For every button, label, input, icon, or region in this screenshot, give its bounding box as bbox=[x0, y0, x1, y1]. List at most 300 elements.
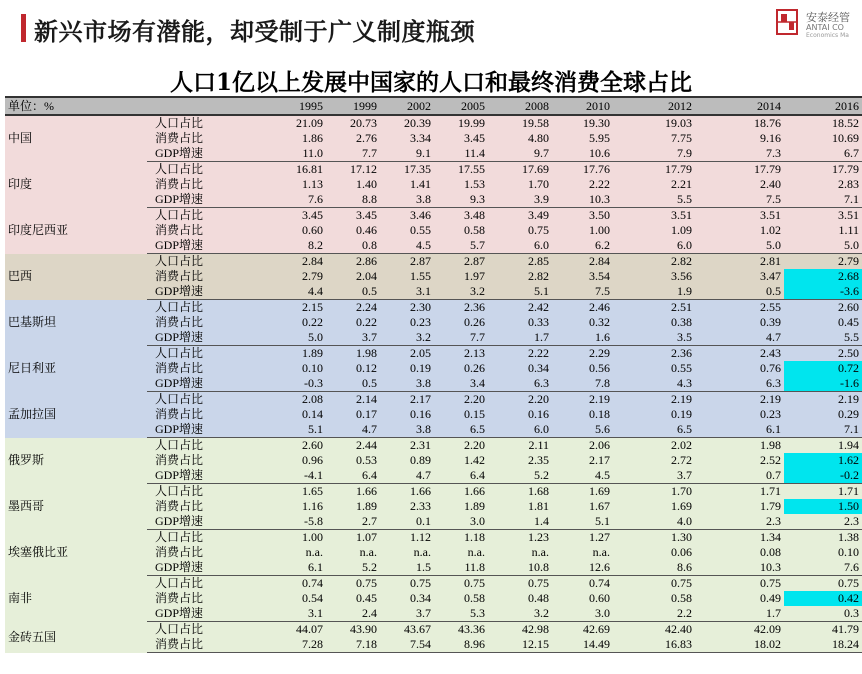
year-header: 2005 bbox=[434, 97, 488, 115]
value-cell: 1.42 bbox=[434, 453, 488, 468]
value-cell: 17.35 bbox=[380, 162, 434, 178]
value-cell: n.a. bbox=[223, 545, 326, 560]
metric-label: GDP增速 bbox=[147, 422, 223, 438]
value-cell: 0.17 bbox=[326, 407, 380, 422]
value-cell: 1.41 bbox=[380, 177, 434, 192]
value-cell: 5.6 bbox=[552, 422, 613, 438]
value-cell: 3.9 bbox=[488, 192, 552, 208]
table-row bbox=[5, 300, 862, 316]
value-cell: 2.4 bbox=[326, 606, 380, 622]
value-cell: 3.49 bbox=[488, 208, 552, 224]
value-cell: n.a. bbox=[552, 545, 613, 560]
value-cell: 17.79 bbox=[613, 162, 695, 178]
value-cell: 4.80 bbox=[488, 131, 552, 146]
value-cell: 2.33 bbox=[380, 499, 434, 514]
metric-label: 人口占比 bbox=[147, 208, 223, 224]
value-cell: 0.75 bbox=[784, 576, 862, 592]
value-cell: 20.39 bbox=[380, 115, 434, 131]
value-cell: 0.22 bbox=[223, 315, 326, 330]
metric-label: 人口占比 bbox=[147, 438, 223, 454]
value-cell: 2.35 bbox=[488, 453, 552, 468]
acem-logo-icon bbox=[776, 9, 798, 35]
value-cell: 43.36 bbox=[434, 622, 488, 638]
title-accent-bar bbox=[21, 14, 26, 42]
value-cell: 12.6 bbox=[552, 560, 613, 576]
value-cell: 1.66 bbox=[380, 484, 434, 500]
value-cell: 3.5 bbox=[613, 330, 695, 346]
value-cell: 2.2 bbox=[613, 606, 695, 622]
unit-label: 单位：% bbox=[5, 97, 223, 115]
value-cell: 0.76 bbox=[695, 361, 784, 376]
value-cell: 1.79 bbox=[695, 499, 784, 514]
metric-label: GDP增速 bbox=[147, 468, 223, 484]
value-cell: 2.52 bbox=[695, 453, 784, 468]
value-cell: 18.52 bbox=[784, 115, 862, 131]
value-cell: 3.34 bbox=[380, 131, 434, 146]
value-cell: 12.15 bbox=[488, 637, 552, 653]
value-cell: 2.85 bbox=[488, 254, 552, 270]
value-cell: 5.0 bbox=[784, 238, 862, 254]
value-cell: 0.14 bbox=[223, 407, 326, 422]
value-cell: 0.08 bbox=[695, 545, 784, 560]
value-cell: 2.20 bbox=[434, 438, 488, 454]
value-cell: 8.96 bbox=[434, 637, 488, 653]
metric-label: GDP增速 bbox=[147, 238, 223, 254]
value-cell: 1.38 bbox=[784, 530, 862, 546]
value-cell: 17.79 bbox=[784, 162, 862, 178]
year-header: 2002 bbox=[380, 97, 434, 115]
value-cell: 2.20 bbox=[488, 392, 552, 408]
value-cell: 7.75 bbox=[613, 131, 695, 146]
value-cell: 6.2 bbox=[552, 238, 613, 254]
value-cell: 1.97 bbox=[434, 269, 488, 284]
value-cell: 7.1 bbox=[784, 422, 862, 438]
value-cell: 7.7 bbox=[326, 146, 380, 162]
value-cell: 0.75 bbox=[695, 576, 784, 592]
share-table bbox=[5, 96, 862, 653]
table-body bbox=[5, 115, 862, 653]
value-cell: 19.58 bbox=[488, 115, 552, 131]
value-cell: 19.03 bbox=[613, 115, 695, 131]
value-cell: 6.1 bbox=[223, 560, 326, 576]
value-cell: 2.84 bbox=[223, 254, 326, 270]
table-row bbox=[5, 576, 862, 592]
metric-label: 人口占比 bbox=[147, 346, 223, 362]
value-cell: 2.3 bbox=[695, 514, 784, 530]
metric-label: 人口占比 bbox=[147, 576, 223, 592]
value-cell: 3.51 bbox=[613, 208, 695, 224]
value-cell: 2.50 bbox=[784, 346, 862, 362]
value-cell: 0.75 bbox=[613, 576, 695, 592]
value-cell: 0.75 bbox=[488, 576, 552, 592]
value-cell: 6.4 bbox=[326, 468, 380, 484]
table-row bbox=[5, 530, 862, 546]
value-cell: 0.45 bbox=[326, 591, 380, 606]
value-cell: 2.86 bbox=[326, 254, 380, 270]
value-cell: 6.0 bbox=[488, 422, 552, 438]
value-cell: 0.96 bbox=[223, 453, 326, 468]
value-cell: 8.6 bbox=[613, 560, 695, 576]
value-cell: 42.69 bbox=[552, 622, 613, 638]
country-label: 巴西 bbox=[5, 254, 147, 300]
metric-label: 消费占比 bbox=[147, 407, 223, 422]
value-cell: 6.4 bbox=[434, 468, 488, 484]
value-cell: 10.69 bbox=[784, 131, 862, 146]
value-cell: 2.68 bbox=[784, 269, 862, 284]
year-header: 2012 bbox=[613, 97, 695, 115]
metric-label: 人口占比 bbox=[147, 622, 223, 638]
value-cell: 1.16 bbox=[223, 499, 326, 514]
value-cell: 0.5 bbox=[326, 376, 380, 392]
value-cell: 41.79 bbox=[784, 622, 862, 638]
value-cell: 0.16 bbox=[488, 407, 552, 422]
value-cell: 3.51 bbox=[695, 208, 784, 224]
value-cell: 5.3 bbox=[434, 606, 488, 622]
value-cell: 0.74 bbox=[552, 576, 613, 592]
value-cell: 2.22 bbox=[552, 177, 613, 192]
value-cell: 2.36 bbox=[434, 300, 488, 316]
acem-logo bbox=[776, 9, 862, 41]
metric-label: 消费占比 bbox=[147, 453, 223, 468]
value-cell: 2.87 bbox=[434, 254, 488, 270]
value-cell: 0.48 bbox=[488, 591, 552, 606]
value-cell: 10.8 bbox=[488, 560, 552, 576]
value-cell: 42.98 bbox=[488, 622, 552, 638]
value-cell: 5.0 bbox=[223, 330, 326, 346]
value-cell: 3.7 bbox=[326, 330, 380, 346]
value-cell: 1.98 bbox=[695, 438, 784, 454]
country-label: 埃塞俄比亚 bbox=[5, 530, 147, 576]
value-cell: 2.79 bbox=[784, 254, 862, 270]
value-cell: 11.8 bbox=[434, 560, 488, 576]
value-cell: 8.8 bbox=[326, 192, 380, 208]
value-cell: -0.3 bbox=[223, 376, 326, 392]
value-cell: 19.99 bbox=[434, 115, 488, 131]
value-cell: 1.66 bbox=[434, 484, 488, 500]
value-cell: 1.67 bbox=[552, 499, 613, 514]
table-row bbox=[5, 392, 862, 408]
value-cell: 0.06 bbox=[613, 545, 695, 560]
value-cell: 0.75 bbox=[326, 576, 380, 592]
value-cell: 3.2 bbox=[434, 284, 488, 300]
value-cell: 17.76 bbox=[552, 162, 613, 178]
metric-label: 人口占比 bbox=[147, 484, 223, 500]
value-cell: 3.1 bbox=[223, 606, 326, 622]
metric-label: GDP增速 bbox=[147, 192, 223, 208]
metric-label: 人口占比 bbox=[147, 254, 223, 270]
metric-label: 人口占比 bbox=[147, 300, 223, 316]
value-cell: 9.1 bbox=[380, 146, 434, 162]
value-cell: 2.55 bbox=[695, 300, 784, 316]
table-row bbox=[5, 346, 862, 362]
table-row bbox=[5, 438, 862, 454]
value-cell: 1.69 bbox=[613, 499, 695, 514]
value-cell: 9.16 bbox=[695, 131, 784, 146]
value-cell: 0.10 bbox=[784, 545, 862, 560]
value-cell: 0.75 bbox=[380, 576, 434, 592]
value-cell: 4.5 bbox=[552, 468, 613, 484]
metric-label: 消费占比 bbox=[147, 269, 223, 284]
table-title: 人口1亿以上发展中国家的人口和最终消费全球占比 bbox=[169, 69, 692, 96]
metric-label: 人口占比 bbox=[147, 530, 223, 546]
value-cell: 6.1 bbox=[695, 422, 784, 438]
value-cell: 2.31 bbox=[380, 438, 434, 454]
value-cell: 1.5 bbox=[380, 560, 434, 576]
value-cell: 1.4 bbox=[488, 514, 552, 530]
value-cell: 2.19 bbox=[784, 392, 862, 408]
value-cell: 1.70 bbox=[613, 484, 695, 500]
value-cell: 1.62 bbox=[784, 453, 862, 468]
value-cell: 3.45 bbox=[434, 131, 488, 146]
value-cell: 1.40 bbox=[326, 177, 380, 192]
value-cell: 1.81 bbox=[488, 499, 552, 514]
slide-header bbox=[0, 0, 862, 60]
value-cell: 0.19 bbox=[613, 407, 695, 422]
value-cell: 17.69 bbox=[488, 162, 552, 178]
value-cell: 6.5 bbox=[434, 422, 488, 438]
value-cell: 1.02 bbox=[695, 223, 784, 238]
metric-label: GDP增速 bbox=[147, 560, 223, 576]
value-cell: 1.7 bbox=[488, 330, 552, 346]
value-cell: 0.32 bbox=[552, 315, 613, 330]
value-cell: 20.73 bbox=[326, 115, 380, 131]
value-cell: 17.55 bbox=[434, 162, 488, 178]
value-cell: 43.67 bbox=[380, 622, 434, 638]
value-cell: 0.58 bbox=[434, 223, 488, 238]
logo-english-text: ANTAI CO bbox=[806, 23, 844, 32]
value-cell: 6.3 bbox=[695, 376, 784, 392]
value-cell: 0.5 bbox=[695, 284, 784, 300]
slide-title: 新兴市场有潜能，却受制于广义制度瓶颈 bbox=[34, 18, 475, 46]
value-cell: 0.16 bbox=[380, 407, 434, 422]
value-cell: 2.19 bbox=[552, 392, 613, 408]
value-cell: 7.5 bbox=[695, 192, 784, 208]
value-cell: 2.17 bbox=[380, 392, 434, 408]
value-cell: 2.60 bbox=[223, 438, 326, 454]
value-cell: 21.09 bbox=[223, 115, 326, 131]
value-cell: 16.83 bbox=[613, 637, 695, 653]
year-header: 2008 bbox=[488, 97, 552, 115]
value-cell: 7.3 bbox=[695, 146, 784, 162]
value-cell: 3.7 bbox=[613, 468, 695, 484]
value-cell: 1.53 bbox=[434, 177, 488, 192]
value-cell: 7.18 bbox=[326, 637, 380, 653]
value-cell: 0.38 bbox=[613, 315, 695, 330]
country-label: 墨西哥 bbox=[5, 484, 147, 530]
value-cell: 2.84 bbox=[552, 254, 613, 270]
value-cell: -0.2 bbox=[784, 468, 862, 484]
value-cell: 3.50 bbox=[552, 208, 613, 224]
value-cell: 1.9 bbox=[613, 284, 695, 300]
value-cell: 1.12 bbox=[380, 530, 434, 546]
value-cell: 0.53 bbox=[326, 453, 380, 468]
value-cell: 0.12 bbox=[326, 361, 380, 376]
value-cell: 1.13 bbox=[223, 177, 326, 192]
value-cell: 1.98 bbox=[326, 346, 380, 362]
value-cell: 4.3 bbox=[613, 376, 695, 392]
value-cell: 2.05 bbox=[380, 346, 434, 362]
value-cell: 2.02 bbox=[613, 438, 695, 454]
logo-chinese-text: 安泰经管 bbox=[806, 11, 850, 24]
value-cell: 0.74 bbox=[223, 576, 326, 592]
value-cell: 0.5 bbox=[326, 284, 380, 300]
value-cell: 3.8 bbox=[380, 376, 434, 392]
value-cell: 3.8 bbox=[380, 422, 434, 438]
value-cell: -3.6 bbox=[784, 284, 862, 300]
logo-english-subtext: Economics Ma bbox=[806, 32, 849, 39]
value-cell: 11.0 bbox=[223, 146, 326, 162]
table-row bbox=[5, 622, 862, 638]
value-cell: 0.49 bbox=[695, 591, 784, 606]
value-cell: 10.6 bbox=[552, 146, 613, 162]
value-cell: 10.3 bbox=[552, 192, 613, 208]
value-cell: 3.47 bbox=[695, 269, 784, 284]
value-cell: 43.90 bbox=[326, 622, 380, 638]
value-cell: 0.55 bbox=[380, 223, 434, 238]
value-cell: 5.7 bbox=[434, 238, 488, 254]
metric-label: 消费占比 bbox=[147, 131, 223, 146]
value-cell: 3.45 bbox=[223, 208, 326, 224]
table-row bbox=[5, 162, 862, 178]
metric-label: 消费占比 bbox=[147, 637, 223, 653]
value-cell: 0.58 bbox=[613, 591, 695, 606]
value-cell: 6.0 bbox=[488, 238, 552, 254]
value-cell: 2.08 bbox=[223, 392, 326, 408]
value-cell: 2.19 bbox=[695, 392, 784, 408]
table-row bbox=[5, 484, 862, 500]
value-cell: 0.34 bbox=[380, 591, 434, 606]
value-cell: 17.79 bbox=[695, 162, 784, 178]
value-cell: 3.0 bbox=[434, 514, 488, 530]
value-cell: 0.42 bbox=[784, 591, 862, 606]
value-cell: 4.0 bbox=[613, 514, 695, 530]
value-cell: 0.7 bbox=[695, 468, 784, 484]
value-cell: 5.1 bbox=[552, 514, 613, 530]
value-cell: 0.89 bbox=[380, 453, 434, 468]
year-header: 2014 bbox=[695, 97, 784, 115]
value-cell: 4.7 bbox=[326, 422, 380, 438]
value-cell: 1.00 bbox=[223, 530, 326, 546]
value-cell: 2.15 bbox=[223, 300, 326, 316]
metric-label: GDP增速 bbox=[147, 330, 223, 346]
value-cell: 2.13 bbox=[434, 346, 488, 362]
value-cell: 18.76 bbox=[695, 115, 784, 131]
value-cell: 1.50 bbox=[784, 499, 862, 514]
value-cell: 0.26 bbox=[434, 361, 488, 376]
value-cell: 2.22 bbox=[488, 346, 552, 362]
value-cell: 3.54 bbox=[552, 269, 613, 284]
value-cell: 2.11 bbox=[488, 438, 552, 454]
metric-label: 消费占比 bbox=[147, 315, 223, 330]
value-cell: 2.46 bbox=[552, 300, 613, 316]
value-cell: 0.58 bbox=[434, 591, 488, 606]
value-cell: 1.55 bbox=[380, 269, 434, 284]
value-cell: 6.7 bbox=[784, 146, 862, 162]
value-cell: 2.17 bbox=[552, 453, 613, 468]
value-cell: 1.71 bbox=[784, 484, 862, 500]
value-cell: 2.81 bbox=[695, 254, 784, 270]
value-cell: 0.19 bbox=[380, 361, 434, 376]
value-cell: 2.72 bbox=[613, 453, 695, 468]
value-cell: 0.22 bbox=[326, 315, 380, 330]
metric-label: 人口占比 bbox=[147, 392, 223, 408]
value-cell: 7.7 bbox=[434, 330, 488, 346]
value-cell: 0.33 bbox=[488, 315, 552, 330]
value-cell: 11.4 bbox=[434, 146, 488, 162]
value-cell: 3.2 bbox=[380, 330, 434, 346]
value-cell: 0.23 bbox=[380, 315, 434, 330]
value-cell: 3.56 bbox=[613, 269, 695, 284]
value-cell: 3.4 bbox=[434, 376, 488, 392]
value-cell: 2.30 bbox=[380, 300, 434, 316]
value-cell: 0.60 bbox=[223, 223, 326, 238]
value-cell: 1.7 bbox=[695, 606, 784, 622]
value-cell: 2.40 bbox=[695, 177, 784, 192]
value-cell: 3.1 bbox=[380, 284, 434, 300]
value-cell: 5.2 bbox=[326, 560, 380, 576]
value-cell: 3.8 bbox=[380, 192, 434, 208]
value-cell: 1.09 bbox=[613, 223, 695, 238]
value-cell: 2.06 bbox=[552, 438, 613, 454]
table-row bbox=[5, 115, 862, 131]
value-cell: 1.00 bbox=[552, 223, 613, 238]
value-cell: 2.19 bbox=[613, 392, 695, 408]
value-cell: 1.6 bbox=[552, 330, 613, 346]
value-cell: n.a. bbox=[326, 545, 380, 560]
value-cell: 0.56 bbox=[552, 361, 613, 376]
value-cell: 7.5 bbox=[552, 284, 613, 300]
value-cell: 2.44 bbox=[326, 438, 380, 454]
value-cell: 2.14 bbox=[326, 392, 380, 408]
value-cell: 2.82 bbox=[613, 254, 695, 270]
value-cell: 2.42 bbox=[488, 300, 552, 316]
value-cell: 0.34 bbox=[488, 361, 552, 376]
value-cell: 3.0 bbox=[552, 606, 613, 622]
value-cell: 4.7 bbox=[695, 330, 784, 346]
value-cell: 3.45 bbox=[326, 208, 380, 224]
value-cell: 3.48 bbox=[434, 208, 488, 224]
value-cell: 2.87 bbox=[380, 254, 434, 270]
value-cell: 7.54 bbox=[380, 637, 434, 653]
value-cell: 1.27 bbox=[552, 530, 613, 546]
value-cell: 1.11 bbox=[784, 223, 862, 238]
value-cell: 4.7 bbox=[380, 468, 434, 484]
value-cell: 9.7 bbox=[488, 146, 552, 162]
value-cell: n.a. bbox=[380, 545, 434, 560]
value-cell: 8.2 bbox=[223, 238, 326, 254]
value-cell: 2.82 bbox=[488, 269, 552, 284]
value-cell: 14.49 bbox=[552, 637, 613, 653]
value-cell: 0.15 bbox=[434, 407, 488, 422]
country-label: 金砖五国 bbox=[5, 622, 147, 653]
value-cell: 1.86 bbox=[223, 131, 326, 146]
value-cell: 1.71 bbox=[695, 484, 784, 500]
table-header-row bbox=[5, 97, 862, 115]
value-cell: 1.23 bbox=[488, 530, 552, 546]
value-cell: 0.75 bbox=[488, 223, 552, 238]
table-row bbox=[5, 254, 862, 270]
value-cell: 5.0 bbox=[695, 238, 784, 254]
value-cell: 42.09 bbox=[695, 622, 784, 638]
value-cell: 16.81 bbox=[223, 162, 326, 178]
value-cell: 7.8 bbox=[552, 376, 613, 392]
value-cell: 3.7 bbox=[380, 606, 434, 622]
metric-label: GDP增速 bbox=[147, 284, 223, 300]
value-cell: 7.1 bbox=[784, 192, 862, 208]
value-cell: 1.89 bbox=[326, 499, 380, 514]
country-label: 印度 bbox=[5, 162, 147, 208]
value-cell: 0.10 bbox=[223, 361, 326, 376]
